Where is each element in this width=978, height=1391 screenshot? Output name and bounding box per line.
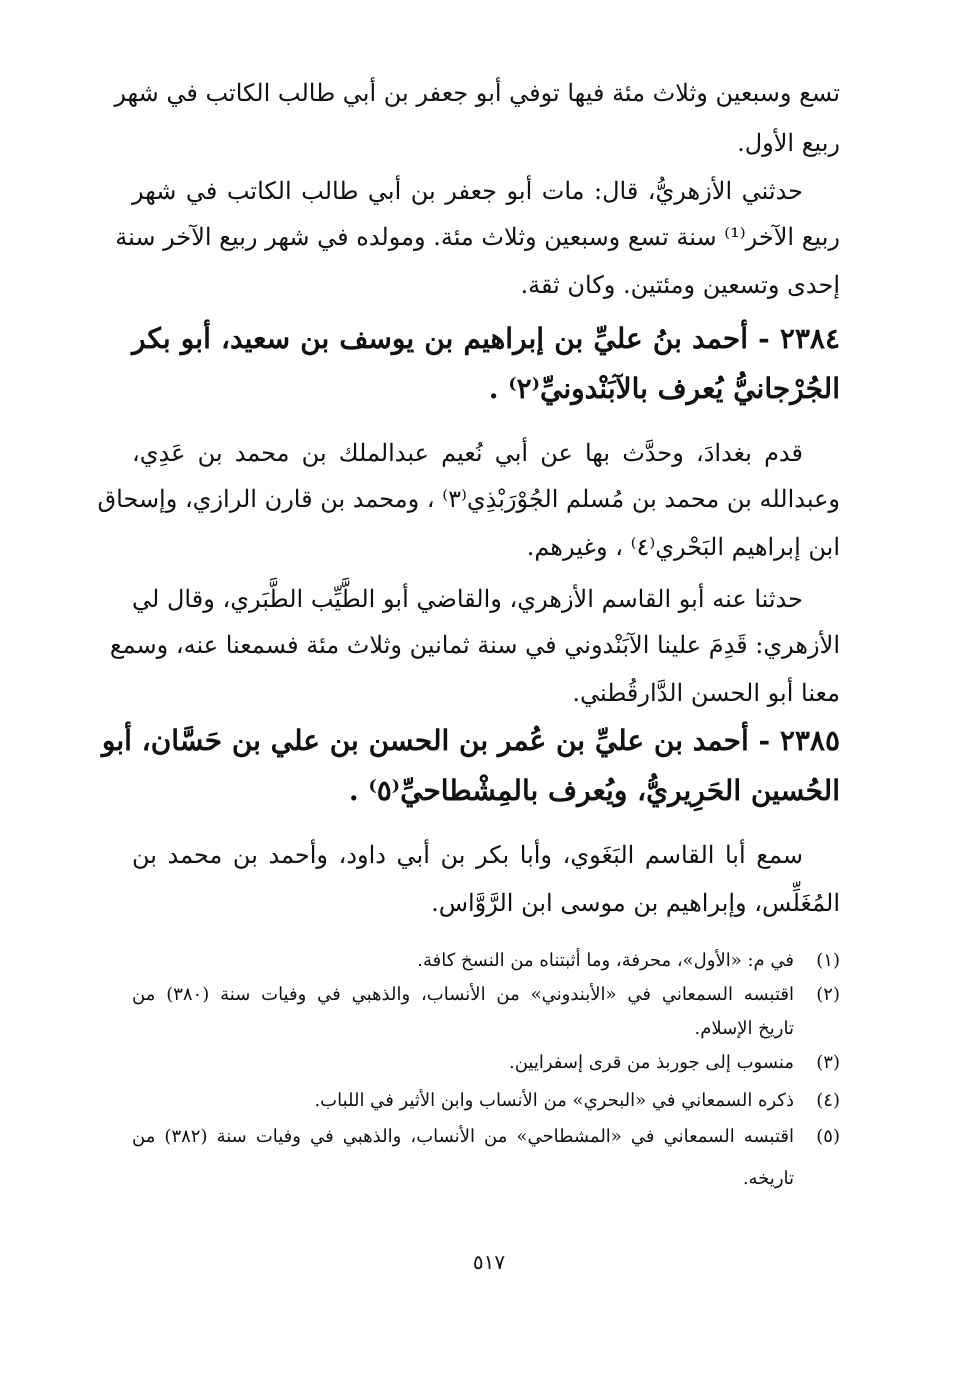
footnote [314,1084,840,1118]
text-line: سمع أبا القاسم البَغَوي، وأبا بكر بن أبي داود، وأحمد بن محمد بن [132,841,803,869]
entry-heading: ٢٣٨٥ - أحمد بن عليِّ بن عُمر بن الحسن بن علي بن حَسَّان، أبو [101,724,840,757]
text-line: معنا أبو الحسن الدَّارقُطني. [572,679,840,707]
text-line: حدثني الأزهريُّ، قال: مات أبو جعفر بن أبي طالب الكاتب في شهر [132,177,803,205]
footnote-text: منسوب إلى جوربذ من قرى إسفرايين. [508,1052,794,1073]
entry-heading: ٢٣٨٤ - أحمد بنُ عليِّ بن إبراهيم بن يوسف بن سعيد، أبو بكر [132,322,840,355]
text-line: وعبدالله بن محمد بن مُسلم الجُوْرَبْذِي⁽٣⁾ ، ومحمد بن قارن الرازي، وإسحاق [97,485,840,513]
footnote-text: في م: «الأول»، محرفة، وما أثبتناه من النسخ كافة. [417,950,794,971]
footnote [509,1046,840,1080]
footnote-continuation: تاريخه. [742,1168,794,1189]
footnote-number: (٤) [816,1090,840,1111]
footnote [132,1120,840,1154]
text-line: قدم بغدادَ، وحدَّث بها عن أبي نُعيم عبدالملك بن محمد بن عَدِي، [132,439,803,467]
text-line: حدثنا عنه أبو القاسم الأزهري، والقاضي أبو الطَّيِّب الطَّبَري، وقال لي [132,585,803,613]
footnote [132,978,840,1012]
footnote-number: (٥) [816,1126,840,1147]
text-line: ابن إبراهيم البَحْري⁽٤⁾ ، وغيرهم. [526,533,840,561]
text-line: ربيع الأول. [737,129,840,157]
text-line: تسع وسبعين وثلاث مئة فيها توفي أبو جعفر بن أبي طالب الكاتب في شهر [114,79,840,107]
footnote-number: (٣) [816,1052,840,1073]
entry-heading: الجُرْجانيُّ يُعرف بالآبَنْدونيِّ⁽٢⁾ . [488,372,840,405]
footnote-continuation: تاريخ الإسلام. [694,1018,794,1039]
footnote-number: (١) [816,950,840,971]
footnote-text: ذكره السمعاني في «البحري» من الأنساب وابن الأثير في اللباب. [314,1090,794,1111]
footnote-text: اقتبسه السمعاني في «الأبندوني» من الأنساب، والذهبي في وفيات سنة (٣٨٠) من [132,984,794,1005]
text-line: المُغَلِّس، وإبراهيم بن موسى ابن الرَّوَّاس. [431,889,840,917]
page-number: ٥١٧ [472,1250,506,1274]
text-line: ربيع الآخر⁽¹⁾ سنة تسع وسبعين وثلاث مئة. ومولده في شهر ربيع الآخر سنة [115,223,840,251]
footnote-text: اقتبسه السمعاني في «المشطاحي» من الأنساب، والذهبي في وفيات سنة (٣٨٢) من [132,1126,794,1147]
footnote [417,944,840,978]
entry-heading: الحُسين الحَرِيريُّ، ويُعرف بالمِشْطاحيِّ⁽٥⁾ . [348,774,840,807]
text-line: الأزهري: قَدِمَ علينا الآبَنْدوني في سنة ثمانين وثلاث مئة فسمعنا عنه، وسمع [109,631,840,659]
footnote-number: (٢) [816,984,840,1005]
text-line: إحدى وتسعين ومئتين. وكان ثقة. [520,271,840,299]
